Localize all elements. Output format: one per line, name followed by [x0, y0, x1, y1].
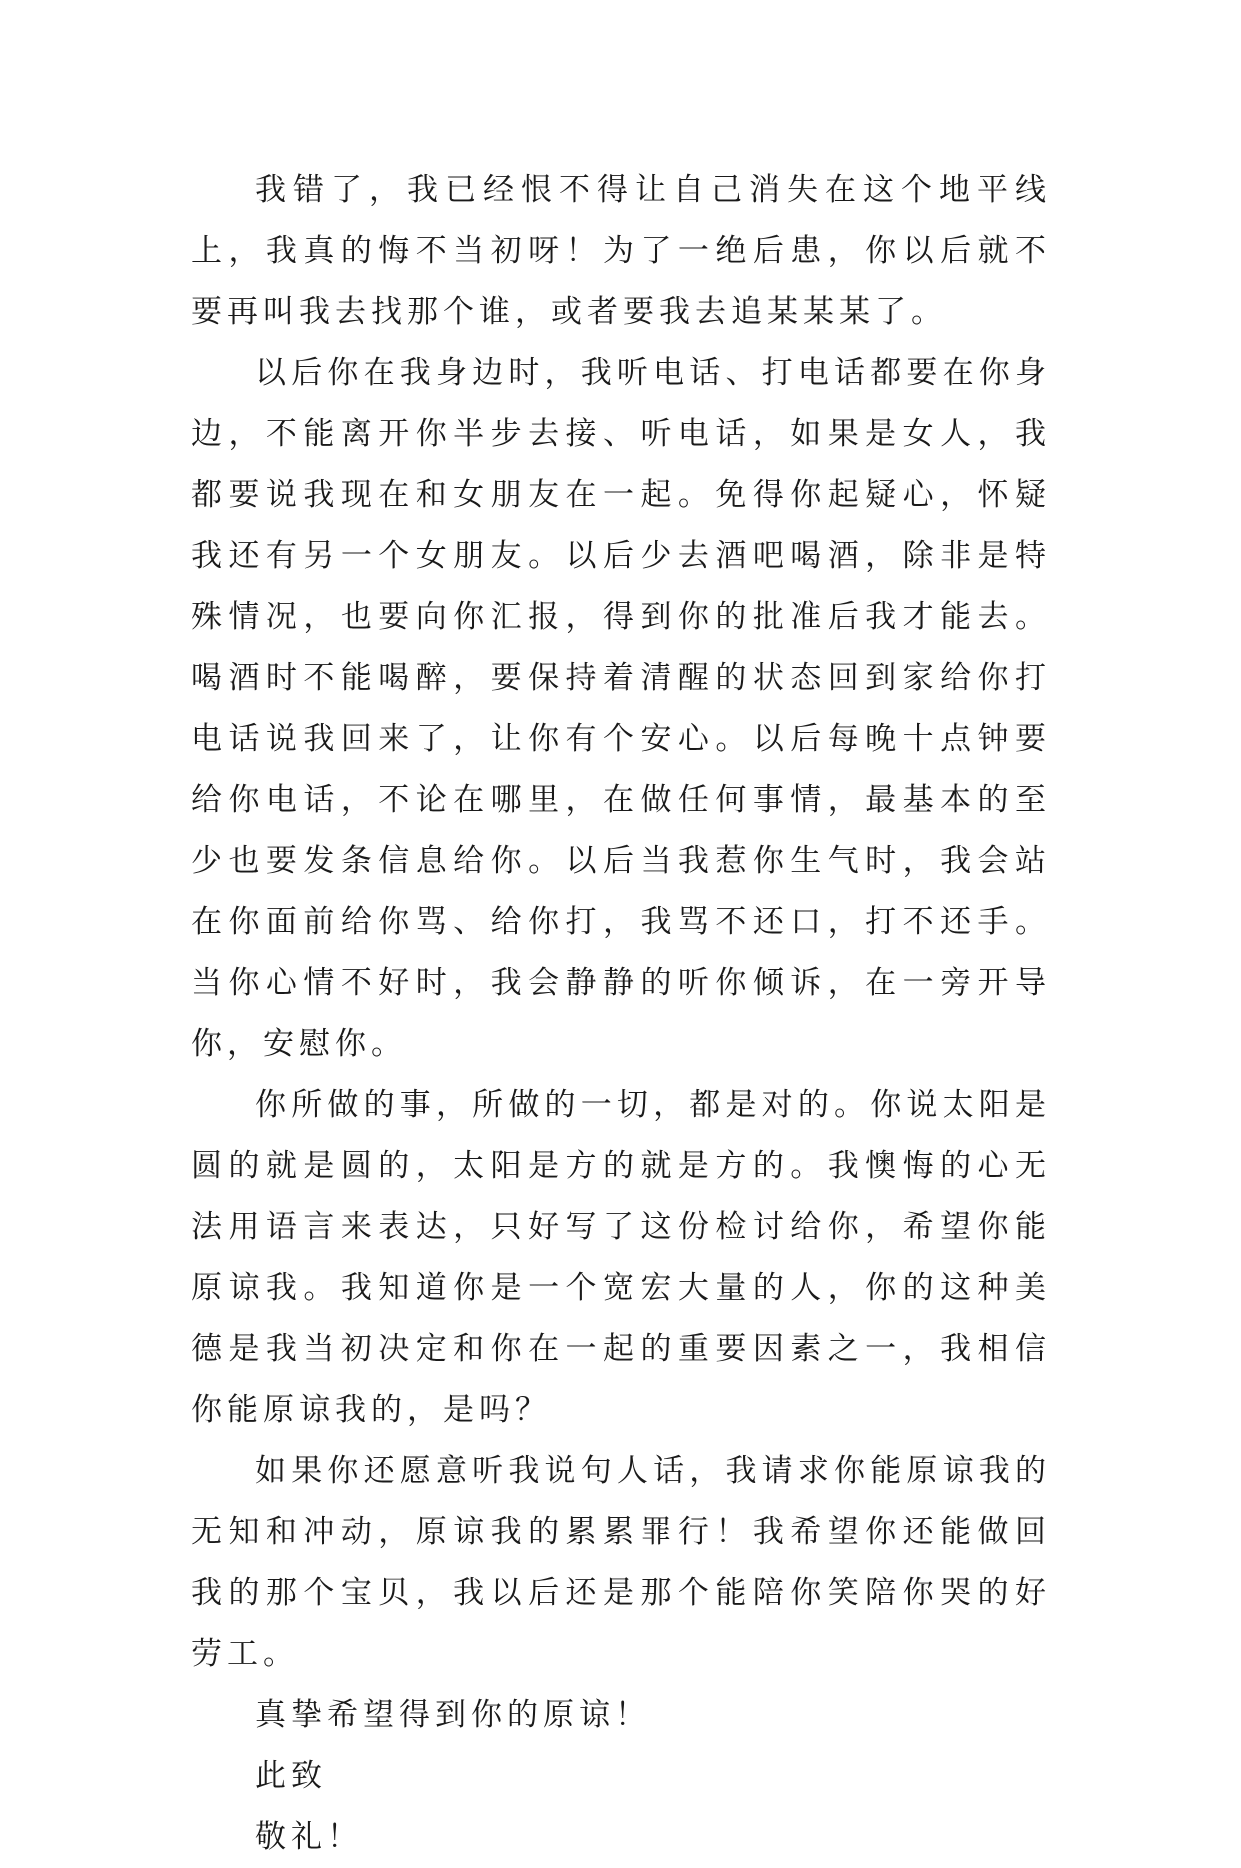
paragraph-2: 以后你在我身边时，我听电话、打电话都要在你身边，不能离开你半步去接、听电话，如果是女人，我都要说我现在和女朋友在一起。免得你起疑心，怀疑我还有另一个女朋友。以后少去酒吧喝酒，除非是特殊情况，也要向你汇报，得到你的批准后我才能去。喝酒时不能喝醉，要保持着清醒的状态回到家给你打电话说我回来了，让你有个安心。以后每晚十点钟要给你电话，不论在哪里，在做任何事情，最基本的至少也要发条信息给你。以后当我惹你生气时，我会站在你面前给你骂、给你打，我骂不还口，打不还手。当你心情不好时，我会静静的听你倾诉，在一旁开导你，安慰你。 — [191, 355, 1051, 1062]
closing-salutation-2: 敬礼！ — [255, 1819, 363, 1855]
closing-wish: 真挚希望得到你的原谅！ — [255, 1697, 651, 1733]
closing-salutation-1: 此致 — [255, 1758, 327, 1794]
paragraph-4: 如果你还愿意听我说句人话，我请求你能原谅我的无知和冲动，原谅我的累累罪行！我希望你还能做回我的那个宝贝，我以后还是那个能陪你笑陪你哭的好劳工。 — [191, 1453, 1051, 1672]
letter-body — [191, 160, 1051, 1868]
paragraph-3: 你所做的事，所做的一切，都是对的。你说太阳是圆的就是圆的，太阳是方的就是方的。我懊悔的心无法用语言来表达，只好写了这份检讨给你，希望你能原谅我。我知道你是一个宽宏大量的人，你的这种美德是我当初决定和你在一起的重要因素之一，我相信你能原谅我的，是吗？ — [191, 1087, 1051, 1428]
paragraph-1: 我错了，我已经恨不得让自己消失在这个地平线上，我真的悔不当初呀！为了一绝后患，你以后就不要再叫我去找那个谁，或者要我去追某某某了。 — [191, 172, 1051, 330]
